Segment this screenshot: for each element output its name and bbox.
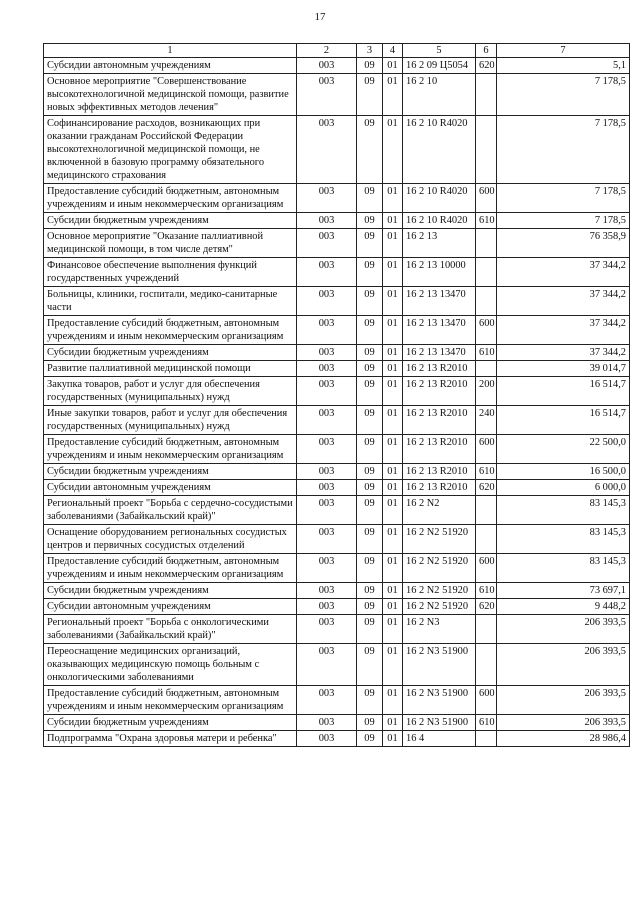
cell-name: Оснащение оборудованием региональных сосудистых центров и первичных сосудистых отделений [44, 525, 297, 554]
cell-pr: 01 [383, 554, 403, 583]
cell-csr: 16 2 13 R2010 [403, 406, 476, 435]
table-row [44, 435, 630, 464]
cell-rz: 09 [357, 480, 383, 496]
table-row [44, 480, 630, 496]
cell-name: Предоставление субсидий бюджетным, автономным учреждениям и иным некоммерческим организациям [44, 554, 297, 583]
table-row [44, 615, 630, 644]
cell-csr: 16 2 N2 [403, 496, 476, 525]
cell-gr: 003 [297, 287, 357, 316]
header-row [44, 44, 630, 58]
cell-rz: 09 [357, 184, 383, 213]
cell-csr: 16 2 13 R2010 [403, 361, 476, 377]
cell-rz: 09 [357, 361, 383, 377]
table-row [44, 583, 630, 599]
cell-rz: 09 [357, 599, 383, 615]
cell-csr: 16 2 N2 51920 [403, 583, 476, 599]
cell-csr: 16 2 N3 [403, 615, 476, 644]
cell-pr: 01 [383, 258, 403, 287]
cell-rz: 09 [357, 731, 383, 747]
table-row [44, 406, 630, 435]
cell-name: Субсидии автономным учреждениям [44, 480, 297, 496]
cell-gr: 003 [297, 464, 357, 480]
table-row [44, 345, 630, 361]
cell-rz: 09 [357, 116, 383, 184]
table-row [44, 644, 630, 686]
cell-sum: 9 448,2 [497, 599, 630, 615]
cell-sum: 37 344,2 [497, 316, 630, 345]
cell-rz: 09 [357, 435, 383, 464]
cell-sum: 37 344,2 [497, 258, 630, 287]
table-row [44, 316, 630, 345]
cell-vr: 610 [476, 464, 497, 480]
cell-sum: 206 393,5 [497, 715, 630, 731]
page-number: 17 [314, 11, 326, 23]
cell-vr: 610 [476, 345, 497, 361]
cell-sum: 6 000,0 [497, 480, 630, 496]
cell-vr [476, 74, 497, 116]
cell-pr: 01 [383, 58, 403, 74]
cell-gr: 003 [297, 599, 357, 615]
cell-name: Закупка товаров, работ и услуг для обеспечения государственных (муниципальных) нужд [44, 377, 297, 406]
cell-rz: 09 [357, 258, 383, 287]
cell-vr: 240 [476, 406, 497, 435]
cell-pr: 01 [383, 229, 403, 258]
cell-csr: 16 2 N2 51920 [403, 554, 476, 583]
cell-csr: 16 2 N3 51900 [403, 686, 476, 715]
table-row [44, 554, 630, 583]
table-row [44, 731, 630, 747]
cell-vr: 610 [476, 583, 497, 599]
cell-sum: 7 178,5 [497, 213, 630, 229]
cell-gr: 003 [297, 554, 357, 583]
cell-rz: 09 [357, 406, 383, 435]
cell-sum: 16 514,7 [497, 377, 630, 406]
cell-rz: 09 [357, 58, 383, 74]
cell-csr: 16 2 09 Ц5054 [403, 58, 476, 74]
cell-pr: 01 [383, 731, 403, 747]
table-row [44, 229, 630, 258]
cell-csr: 16 2 N2 51920 [403, 599, 476, 615]
cell-vr: 600 [476, 686, 497, 715]
cell-vr [476, 361, 497, 377]
cell-gr: 003 [297, 731, 357, 747]
cell-rz: 09 [357, 377, 383, 406]
cell-pr: 01 [383, 184, 403, 213]
cell-rz: 09 [357, 496, 383, 525]
cell-vr: 620 [476, 599, 497, 615]
table-row [44, 464, 630, 480]
cell-rz: 09 [357, 554, 383, 583]
cell-sum: 83 145,3 [497, 496, 630, 525]
table-row [44, 287, 630, 316]
cell-rz: 09 [357, 316, 383, 345]
cell-name: Региональный проект "Борьба с онкологическими заболеваниями (Забайкальский край)" [44, 615, 297, 644]
cell-vr: 620 [476, 480, 497, 496]
cell-csr: 16 2 13 13470 [403, 345, 476, 361]
cell-sum: 206 393,5 [497, 686, 630, 715]
cell-rz: 09 [357, 345, 383, 361]
cell-vr [476, 287, 497, 316]
cell-csr: 16 2 N3 51900 [403, 644, 476, 686]
cell-gr: 003 [297, 258, 357, 287]
table-row [44, 361, 630, 377]
cell-pr: 01 [383, 464, 403, 480]
cell-pr: 01 [383, 583, 403, 599]
table-row [44, 496, 630, 525]
cell-name: Региональный проект "Борьба с сердечно-сосудистыми заболеваниями (Забайкальский край)" [44, 496, 297, 525]
cell-gr: 003 [297, 74, 357, 116]
cell-gr: 003 [297, 116, 357, 184]
table-row [44, 686, 630, 715]
cell-vr [476, 615, 497, 644]
table-row [44, 74, 630, 116]
cell-csr: 16 2 10 R4020 [403, 116, 476, 184]
table-row [44, 377, 630, 406]
cell-csr: 16 2 N3 51900 [403, 715, 476, 731]
cell-sum: 73 697,1 [497, 583, 630, 599]
table-body [44, 58, 630, 747]
cell-pr: 01 [383, 287, 403, 316]
cell-name: Субсидии бюджетным учреждениям [44, 583, 297, 599]
cell-name: Субсидии бюджетным учреждениям [44, 715, 297, 731]
cell-gr: 003 [297, 184, 357, 213]
cell-pr: 01 [383, 525, 403, 554]
cell-vr: 600 [476, 316, 497, 345]
table-row [44, 599, 630, 615]
cell-csr: 16 4 [403, 731, 476, 747]
cell-csr: 16 2 10 R4020 [403, 184, 476, 213]
cell-name: Предоставление субсидий бюджетным, автономным учреждениям и иным некоммерческим организациям [44, 686, 297, 715]
table-row [44, 58, 630, 74]
cell-gr: 003 [297, 644, 357, 686]
cell-sum: 16 514,7 [497, 406, 630, 435]
cell-csr: 16 2 13 13470 [403, 287, 476, 316]
table-row [44, 116, 630, 184]
cell-sum: 28 986,4 [497, 731, 630, 747]
cell-pr: 01 [383, 644, 403, 686]
cell-sum: 206 393,5 [497, 644, 630, 686]
cell-sum: 83 145,3 [497, 554, 630, 583]
cell-gr: 003 [297, 715, 357, 731]
cell-name: Основное мероприятие "Совершенствование высокотехнологичной медицинской помощи, развитие новых эффективных методов лечения" [44, 74, 297, 116]
cell-sum: 37 344,2 [497, 287, 630, 316]
col-header-name: 1 [44, 44, 297, 58]
cell-sum: 22 500,0 [497, 435, 630, 464]
cell-pr: 01 [383, 599, 403, 615]
cell-rz: 09 [357, 525, 383, 554]
table-row [44, 184, 630, 213]
cell-rz: 09 [357, 74, 383, 116]
cell-pr: 01 [383, 213, 403, 229]
cell-name: Субсидии автономным учреждениям [44, 599, 297, 615]
cell-sum: 5,1 [497, 58, 630, 74]
cell-vr [476, 229, 497, 258]
cell-gr: 003 [297, 345, 357, 361]
cell-vr: 610 [476, 213, 497, 229]
cell-csr: 16 2 13 [403, 229, 476, 258]
cell-pr: 01 [383, 377, 403, 406]
cell-pr: 01 [383, 715, 403, 731]
cell-name: Развитие паллиативной медицинской помощи [44, 361, 297, 377]
cell-rz: 09 [357, 464, 383, 480]
cell-pr: 01 [383, 615, 403, 644]
cell-vr: 600 [476, 184, 497, 213]
cell-name: Подпрограмма "Охрана здоровья матери и ребенка" [44, 731, 297, 747]
cell-gr: 003 [297, 686, 357, 715]
cell-pr: 01 [383, 496, 403, 525]
cell-rz: 09 [357, 644, 383, 686]
cell-sum: 83 145,3 [497, 525, 630, 554]
cell-pr: 01 [383, 316, 403, 345]
table-row [44, 525, 630, 554]
col-header-gr: 2 [297, 44, 357, 58]
cell-name: Больницы, клиники, госпитали, медико-санитарные части [44, 287, 297, 316]
cell-vr [476, 258, 497, 287]
cell-name: Субсидии бюджетным учреждениям [44, 345, 297, 361]
cell-csr: 16 2 13 10000 [403, 258, 476, 287]
cell-csr: 16 2 10 [403, 74, 476, 116]
cell-vr [476, 525, 497, 554]
cell-sum: 39 014,7 [497, 361, 630, 377]
table-row [44, 213, 630, 229]
cell-rz: 09 [357, 715, 383, 731]
cell-sum: 7 178,5 [497, 116, 630, 184]
cell-vr [476, 496, 497, 525]
cell-pr: 01 [383, 686, 403, 715]
cell-sum: 76 358,9 [497, 229, 630, 258]
cell-pr: 01 [383, 435, 403, 464]
cell-name: Софинансирование расходов, возникающих при оказании гражданам Российской Федерации высокотехнологичной медицинской помощи, не включенной в базовую программу обязательного медицинского страхования [44, 116, 297, 184]
cell-gr: 003 [297, 583, 357, 599]
cell-pr: 01 [383, 116, 403, 184]
cell-csr: 16 2 13 R2010 [403, 377, 476, 406]
cell-pr: 01 [383, 345, 403, 361]
cell-csr: 16 2 13 R2010 [403, 435, 476, 464]
cell-gr: 003 [297, 361, 357, 377]
cell-csr: 16 2 13 R2010 [403, 464, 476, 480]
col-header-sum: 7 [497, 44, 630, 58]
cell-csr: 16 2 13 R2010 [403, 480, 476, 496]
cell-vr: 200 [476, 377, 497, 406]
cell-gr: 003 [297, 229, 357, 258]
cell-gr: 003 [297, 435, 357, 464]
budget-table [43, 43, 630, 747]
cell-pr: 01 [383, 74, 403, 116]
cell-sum: 206 393,5 [497, 615, 630, 644]
cell-vr [476, 116, 497, 184]
cell-gr: 003 [297, 377, 357, 406]
col-header-pr: 4 [383, 44, 403, 58]
col-header-vr: 6 [476, 44, 497, 58]
cell-gr: 003 [297, 316, 357, 345]
cell-vr [476, 644, 497, 686]
cell-csr: 16 2 N2 51920 [403, 525, 476, 554]
cell-rz: 09 [357, 583, 383, 599]
cell-sum: 16 500,0 [497, 464, 630, 480]
table-row [44, 715, 630, 731]
cell-name: Субсидии автономным учреждениям [44, 58, 297, 74]
cell-rz: 09 [357, 229, 383, 258]
cell-vr: 620 [476, 58, 497, 74]
cell-rz: 09 [357, 287, 383, 316]
cell-vr: 610 [476, 715, 497, 731]
cell-sum: 7 178,5 [497, 184, 630, 213]
col-header-csr: 5 [403, 44, 476, 58]
cell-name: Предоставление субсидий бюджетным, автономным учреждениям и иным некоммерческим организациям [44, 316, 297, 345]
cell-rz: 09 [357, 615, 383, 644]
cell-gr: 003 [297, 496, 357, 525]
cell-sum: 7 178,5 [497, 74, 630, 116]
cell-vr: 600 [476, 554, 497, 583]
cell-name: Предоставление субсидий бюджетным, автономным учреждениям и иным некоммерческим организациям [44, 435, 297, 464]
cell-vr: 600 [476, 435, 497, 464]
cell-csr: 16 2 13 13470 [403, 316, 476, 345]
cell-pr: 01 [383, 480, 403, 496]
cell-name: Переоснащение медицинских организаций, оказывающих медицинскую помощь больным с онкологическими заболеваниями [44, 644, 297, 686]
cell-name: Предоставление субсидий бюджетным, автономным учреждениям и иным некоммерческим организациям [44, 184, 297, 213]
table-row [44, 258, 630, 287]
cell-rz: 09 [357, 686, 383, 715]
cell-name: Субсидии бюджетным учреждениям [44, 213, 297, 229]
cell-csr: 16 2 10 R4020 [403, 213, 476, 229]
cell-name: Финансовое обеспечение выполнения функций государственных учреждений [44, 258, 297, 287]
cell-pr: 01 [383, 406, 403, 435]
cell-name: Субсидии бюджетным учреждениям [44, 464, 297, 480]
cell-gr: 003 [297, 406, 357, 435]
cell-gr: 003 [297, 58, 357, 74]
cell-pr: 01 [383, 361, 403, 377]
cell-name: Основное мероприятие "Оказание паллиативной медицинской помощи, в том числе детям" [44, 229, 297, 258]
cell-gr: 003 [297, 525, 357, 554]
col-header-rz: 3 [357, 44, 383, 58]
cell-name: Иные закупки товаров, работ и услуг для обеспечения государственных (муниципальных) нужд [44, 406, 297, 435]
cell-sum: 37 344,2 [497, 345, 630, 361]
cell-gr: 003 [297, 615, 357, 644]
cell-gr: 003 [297, 480, 357, 496]
cell-rz: 09 [357, 213, 383, 229]
cell-gr: 003 [297, 213, 357, 229]
cell-vr [476, 731, 497, 747]
